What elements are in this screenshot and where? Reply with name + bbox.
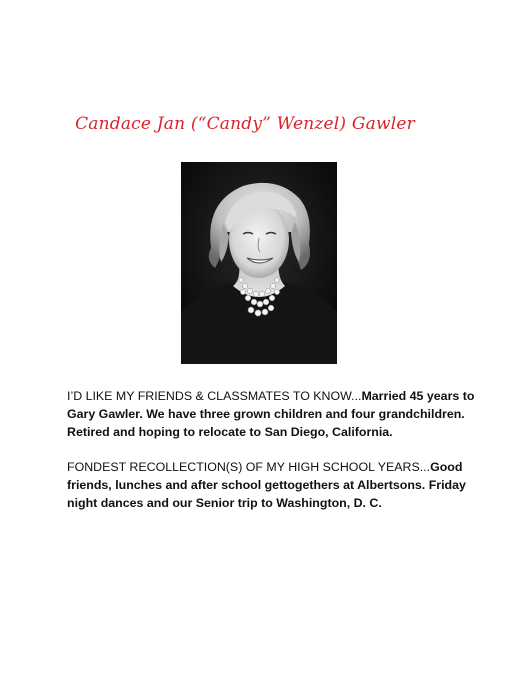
section-friends-classmates: [67, 387, 477, 441]
page-title: Candace Jan (“Candy” Wenzel) Gawler: [75, 114, 415, 134]
section-fondest-recollections: [67, 458, 477, 512]
section-prompt: I’D LIKE MY FRIENDS & CLASSMATES TO KNOW...: [67, 389, 362, 403]
section-prompt: FONDEST RECOLLECTION(S) OF MY HIGH SCHOOL YEARS...: [67, 460, 431, 474]
portrait-image: [181, 162, 337, 364]
section-answer: Good friends, lunches and after school gettogethers at Albertsons. Friday night dances and our Senior trip to Washington, D. C.: [67, 460, 466, 510]
section-answer: Married 45 years to Gary Gawler. We have three grown children and four grandchildren. Retired and hoping to relocate to San Diego, California.: [67, 389, 475, 439]
portrait-photo: [181, 162, 337, 364]
